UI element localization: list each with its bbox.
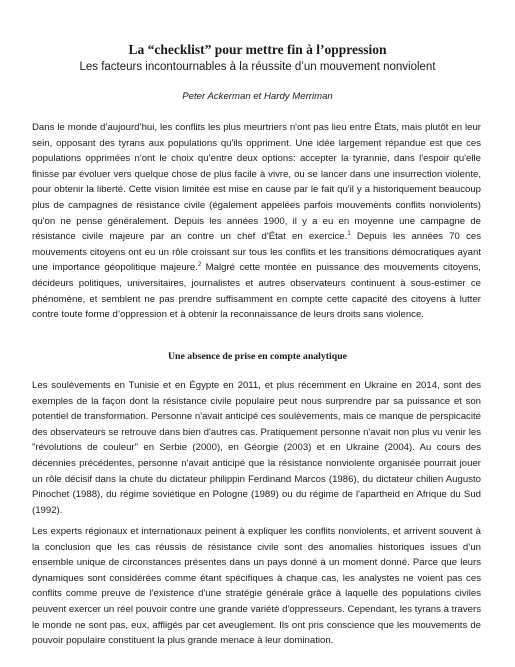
footnote-marker-1[interactable]: 1 (347, 230, 351, 237)
document-authors: Peter Ackerman et Hardy Merriman (182, 91, 333, 102)
document-subtitle: Les facteurs incontournables à la réussite d’un mouvement nonviolent (79, 61, 436, 73)
document-title: La “checklist” pour mettre fin à l’oppression (128, 42, 387, 57)
paragraph-uprisings: Les soulèvements en Tunisie et en Égypte en 2011, et plus récemment en Ukraine en 2014, sont des exemples de la façon dont la résistance civile populaire peut nous surprendre par sa puissance et son potentiel de transformation. Personne n'avait anticipé ces soulèvements, mais ce manque de perspicacité des observateurs se retrouve dans bien d'autres cas. Pratiquement personne n'avait non plus vu venir les "révolutions de couleur" en Serbie (2000), en Géorgie (2003) et en Ukraine (2004). Au cours des décennies précédentes, personne n'avait anticipé que la résistance nonviolente organisée pourrait jouer un rôle décisif dans la chute du dictateur philippin Ferdinand Marcos (1986), du dictateur chilien Augusto Pinochet (1988), du régime soviétique en Pologne (1989) ou du régime de l'apartheid en Afrique du Sud (1992). (32, 380, 481, 516)
footnote-marker-2[interactable]: 2 (197, 262, 202, 269)
paragraph-intro (32, 120, 481, 323)
section-heading: Une absence de prise en compte analytique (167, 351, 348, 362)
paragraph-experts: Les experts régionaux et internationaux peinent à expliquer les conflits nonviolents, et arrivent souvent à la conclusion que les cas réussis de résistance civile sont des anomalies historiques issues d’un ensemble unique de circonstances présentes dans un pays donné à un moment donné. Parce que leurs dynamiques sont considérées comme étant spécifiques à chaque cas, les analystes ne voient pas ces conflits comme preuve de l'existence d'une stratégie générale grâce à laquelle des populations civiles peuvent exercer un réel pouvoir contre une grande variété d'oppresseurs. Cependant, les tyrans à travers le monde ne sont pas, eux, affligés par cet aveuglement. Ils ont pris conscience que les mouvements de pouvoir populaire constituent la plus grande menace à leur domination. (32, 526, 481, 647)
paragraph-intro-text-b: Depuis les années 70 ces mouvements citoyens ont eu un rôle croissant sur tous les conflits et les transitions démocratiques ayant une importance géopolitique majeure. (32, 231, 482, 274)
paragraph-intro-text-c: Malgré cette montée en puissance des mouvements citoyens, décideurs politiques, universitaires, journalistes et autres observateurs continuent à sous-estimer ce phénomène, et semblent ne pas prendre suffisamment en compte cette capacité des citoyens à lutter contre toute forme d’oppression et à obtenir la reconnaissance de leurs droits sans violence. (32, 262, 481, 321)
paragraph-intro-text-a: Dans le monde d’aujourd’hui, les conflits les plus meurtriers n'ont pas lieu entre États, mais plutôt en leur sein, opposant des tyrans aux populations qu'ils oppriment. Une idée largement répandue est que ces populations opprimées n'ont le choix qu’entre deux options: accepter la tyrannie, dans l'espoir qu'elle finisse par évoluer vers quelque chose de plus facile à vivre, ou se lancer dans une insurrection violente, pour obtenir la liberté. Cette vision limitée est mise en cause par le fait qu'il y a historiquement beaucoup plus de campagnes de résistance civile (également appelées parfois mouvements conflits nonviolents) qu'on ne pense généralement. Depuis les années 1900, il y a eu en moyenne une campagne de résistance civile majeure par an contre un chef d'État en exercice. (32, 122, 481, 243)
